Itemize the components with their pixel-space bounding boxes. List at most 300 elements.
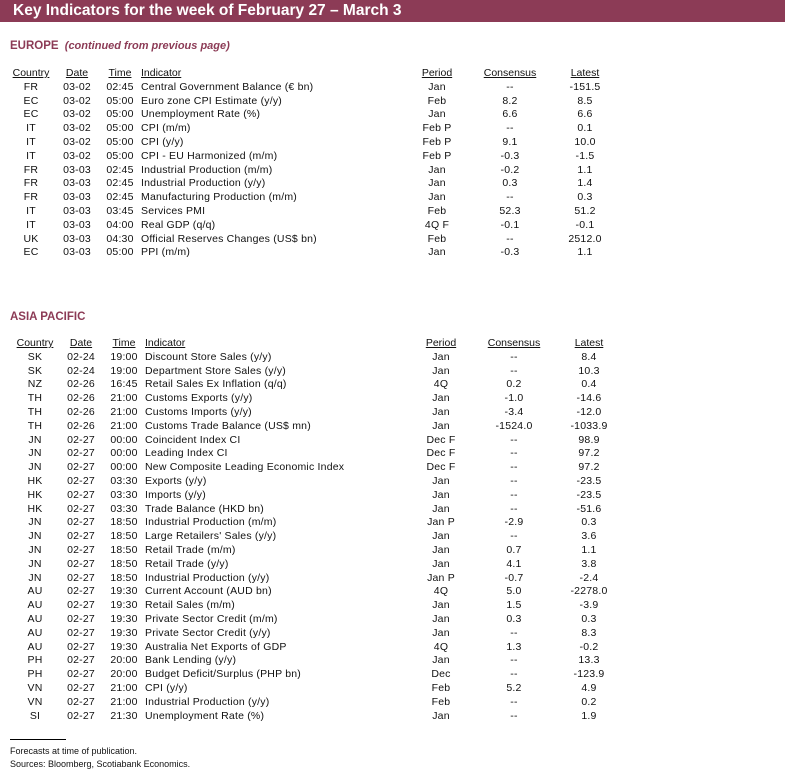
indicator-cell: Bank Lending (y/y) [145, 654, 237, 667]
period-cell: Feb [427, 94, 447, 107]
date-cell: 02-26 [67, 406, 95, 419]
date-cell: 02-27 [67, 544, 95, 557]
table-row [7, 204, 625, 218]
consensus-cell: -- [510, 530, 518, 543]
consensus-cell: -- [506, 80, 514, 93]
indicator-cell: Industrial Production (m/m) [145, 516, 277, 529]
date-cell: 02-27 [67, 475, 95, 488]
country-cell: UK [23, 232, 39, 245]
latest-cell: 10.0 [574, 136, 596, 149]
time-cell: 18:50 [110, 516, 138, 529]
period-cell: 4Q [433, 640, 449, 653]
time-cell: 19:00 [110, 350, 138, 363]
column-header-country: Country [16, 337, 54, 349]
date-cell: 03-03 [63, 177, 91, 190]
indicator-cell: Industrial Production (y/y) [141, 177, 266, 190]
latest-cell: 13.3 [578, 654, 600, 667]
latest-cell: 98.9 [578, 433, 600, 446]
consensus-cell: -- [510, 626, 518, 639]
consensus-cell: -- [510, 461, 518, 474]
europe-section-title [10, 40, 230, 52]
date-cell: 02-27 [67, 599, 95, 612]
consensus-cell: -0.3 [500, 149, 520, 162]
consensus-cell: -- [510, 364, 518, 377]
footnote-forecasts: Forecasts at time of publication. [10, 746, 138, 756]
date-cell: 02-27 [67, 585, 95, 598]
time-cell: 19:30 [110, 599, 138, 612]
date-cell: 02-27 [67, 557, 95, 570]
time-cell: 05:00 [106, 94, 134, 107]
column-header-latest: Latest [574, 337, 604, 349]
country-cell: JN [28, 557, 42, 570]
table-row [7, 218, 625, 232]
period-cell: Jan [432, 709, 450, 722]
indicator-cell: Manufacturing Production (m/m) [141, 191, 297, 204]
date-cell: 03-03 [63, 191, 91, 204]
indicator-cell: Unemployment Rate (%) [141, 108, 261, 121]
country-cell: NZ [27, 378, 43, 391]
time-cell: 02:45 [106, 191, 134, 204]
period-cell: Jan [432, 557, 450, 570]
latest-cell: -151.5 [569, 80, 601, 93]
time-cell: 21:00 [110, 406, 138, 419]
table-row [11, 364, 629, 378]
asia-title: ASIA PACIFIC [10, 311, 86, 323]
indicator-cell: Customs Imports (y/y) [145, 406, 252, 419]
latest-cell: 0.4 [581, 378, 597, 391]
period-cell: Dec F [426, 461, 456, 474]
table-row [11, 626, 629, 640]
table-row [11, 419, 629, 433]
indicator-cell: Retail Trade (y/y) [145, 557, 229, 570]
date-cell: 02-27 [67, 668, 95, 681]
column-header-indicator: Indicator [141, 67, 182, 79]
table-row [11, 447, 629, 461]
table-row [11, 709, 629, 723]
consensus-cell: -- [506, 232, 514, 245]
latest-cell: 3.8 [581, 557, 597, 570]
date-cell: 02-26 [67, 392, 95, 405]
table-row [7, 108, 625, 122]
indicator-cell: Official Reserves Changes (US$ bn) [141, 232, 317, 245]
latest-cell: 1.1 [577, 163, 593, 176]
indicator-cell: PPI (m/m) [141, 246, 191, 259]
time-cell: 02:45 [106, 80, 134, 93]
consensus-cell: -0.1 [500, 218, 520, 231]
indicator-cell: Industrial Production (y/y) [145, 695, 270, 708]
indicator-cell: Leading Index CI [145, 447, 228, 460]
consensus-cell: -0.2 [500, 163, 520, 176]
consensus-cell: -2.9 [504, 516, 524, 529]
column-header-period: Period [421, 67, 453, 79]
consensus-cell: -- [506, 191, 514, 204]
period-cell: Jan [428, 163, 446, 176]
table-row [11, 612, 629, 626]
consensus-cell: -- [506, 122, 514, 135]
time-cell: 03:30 [110, 475, 138, 488]
indicator-cell: CPI - EU Harmonized (m/m) [141, 149, 278, 162]
time-cell: 05:00 [106, 108, 134, 121]
europe-table [7, 66, 625, 259]
table-row [7, 121, 625, 135]
asia-pacific-table [11, 336, 629, 723]
indicator-cell: Large Retailers' Sales (y/y) [145, 530, 277, 543]
country-cell: FR [23, 163, 39, 176]
period-cell: Jan [428, 246, 446, 259]
period-cell: Jan [432, 654, 450, 667]
country-cell: SK [27, 350, 43, 363]
consensus-cell: 0.2 [506, 378, 522, 391]
date-cell: 02-26 [67, 419, 95, 432]
period-cell: Jan [432, 544, 450, 557]
time-cell: 03:45 [106, 205, 134, 218]
time-cell: 16:45 [110, 378, 138, 391]
country-cell: JN [28, 447, 42, 460]
country-cell: JN [28, 530, 42, 543]
time-cell: 00:00 [110, 461, 138, 474]
latest-cell: -51.6 [576, 502, 602, 515]
period-cell: Feb [431, 695, 451, 708]
period-cell: Feb [427, 205, 447, 218]
time-cell: 00:00 [110, 447, 138, 460]
indicator-cell: Retail Sales (m/m) [145, 599, 235, 612]
consensus-cell: -- [510, 433, 518, 446]
time-cell: 21:00 [110, 682, 138, 695]
time-cell: 21:00 [110, 695, 138, 708]
country-cell: EC [23, 94, 39, 107]
date-cell: 02-27 [67, 640, 95, 653]
period-cell: Jan [432, 613, 450, 626]
time-cell: 18:50 [110, 571, 138, 584]
consensus-cell: -- [510, 488, 518, 501]
date-cell: 02-27 [67, 447, 95, 460]
consensus-cell: -- [510, 695, 518, 708]
latest-cell: 6.6 [577, 108, 593, 121]
indicator-cell: Customs Exports (y/y) [145, 392, 253, 405]
table-row [11, 502, 629, 516]
indicator-cell: Imports (y/y) [145, 488, 206, 501]
latest-cell: 97.2 [578, 461, 600, 474]
period-cell: Jan [428, 80, 446, 93]
table-row [11, 585, 629, 599]
date-cell: 03-02 [63, 108, 91, 121]
time-cell: 03:30 [110, 502, 138, 515]
country-cell: TH [27, 419, 43, 432]
latest-cell: 8.5 [577, 94, 593, 107]
country-cell: SK [27, 364, 43, 377]
consensus-cell: -0.7 [504, 571, 524, 584]
indicator-cell: Customs Trade Balance (US$ mn) [145, 419, 311, 432]
column-header-time: Time [108, 67, 132, 79]
time-cell: 21:30 [110, 709, 138, 722]
table-row [11, 391, 629, 405]
date-cell: 02-27 [67, 502, 95, 515]
indicator-cell: CPI (m/m) [141, 122, 191, 135]
time-cell: 05:00 [106, 149, 134, 162]
latest-cell: 0.3 [581, 516, 597, 529]
time-cell: 19:30 [110, 613, 138, 626]
latest-cell: -0.2 [579, 640, 599, 653]
consensus-cell: -- [510, 709, 518, 722]
consensus-cell: -- [510, 447, 518, 460]
consensus-cell: -3.4 [504, 406, 524, 419]
time-cell: 21:00 [110, 419, 138, 432]
latest-cell: 0.3 [581, 613, 597, 626]
date-cell: 03-03 [63, 218, 91, 231]
table-row [7, 232, 625, 246]
table-row [11, 378, 629, 392]
consensus-cell: 1.3 [506, 640, 522, 653]
consensus-cell: -- [510, 502, 518, 515]
period-cell: 4Q [433, 378, 449, 391]
table-row [11, 681, 629, 695]
period-cell: Jan [428, 108, 446, 121]
country-cell: JN [28, 571, 42, 584]
indicator-cell: New Composite Leading Economic Index [145, 461, 345, 474]
period-cell: Dec F [426, 433, 456, 446]
date-cell: 02-27 [67, 433, 95, 446]
latest-cell: -3.9 [579, 599, 599, 612]
consensus-cell: 0.7 [506, 544, 522, 557]
table-row [11, 667, 629, 681]
consensus-cell: 0.3 [502, 177, 518, 190]
column-header-period: Period [425, 337, 457, 349]
latest-cell: 10.3 [578, 364, 600, 377]
europe-subtitle: (continued from previous page) [64, 40, 230, 52]
indicator-cell: Department Store Sales (y/y) [145, 364, 286, 377]
indicator-cell: CPI (y/y) [141, 136, 184, 149]
period-cell: Jan [432, 626, 450, 639]
table-row [7, 190, 625, 204]
consensus-cell: 5.0 [506, 585, 522, 598]
period-cell: Jan P [427, 516, 455, 529]
date-cell: 02-27 [67, 488, 95, 501]
date-cell: 02-27 [67, 709, 95, 722]
latest-cell: -1033.9 [570, 419, 608, 432]
table-row [11, 350, 629, 364]
table-row [7, 163, 625, 177]
date-cell: 02-27 [67, 571, 95, 584]
country-cell: SI [29, 709, 41, 722]
indicator-cell: Coincident Index CI [145, 433, 241, 446]
date-cell: 03-03 [63, 205, 91, 218]
table-row [11, 695, 629, 709]
consensus-cell: -- [510, 654, 518, 667]
date-cell: 02-27 [67, 626, 95, 639]
column-header-consensus: Consensus [483, 67, 537, 79]
consensus-cell: 4.1 [506, 557, 522, 570]
country-cell: IT [26, 122, 36, 135]
consensus-cell: 0.3 [506, 613, 522, 626]
date-cell: 03-02 [63, 149, 91, 162]
period-cell: Dec F [426, 447, 456, 460]
indicator-cell: Private Sector Credit (y/y) [145, 626, 271, 639]
indicator-cell: Unemployment Rate (%) [145, 709, 265, 722]
table-row [11, 488, 629, 502]
column-header-indicator: Indicator [145, 337, 186, 349]
country-cell: EC [23, 108, 39, 121]
period-cell: Feb P [422, 136, 452, 149]
country-cell: AU [27, 613, 43, 626]
table-row [11, 654, 629, 668]
column-header-consensus: Consensus [487, 337, 541, 349]
time-cell: 20:00 [110, 654, 138, 667]
time-cell: 05:00 [106, 122, 134, 135]
latest-cell: 0.2 [581, 695, 597, 708]
country-cell: IT [26, 136, 36, 149]
period-cell: Jan [432, 350, 450, 363]
period-cell: Feb P [422, 149, 452, 162]
period-cell: Jan [432, 475, 450, 488]
period-cell: Jan [432, 502, 450, 515]
country-cell: HK [27, 475, 43, 488]
time-cell: 00:00 [110, 433, 138, 446]
time-cell: 19:30 [110, 585, 138, 598]
latest-cell: 0.1 [577, 122, 593, 135]
indicator-cell: Industrial Production (y/y) [145, 571, 270, 584]
europe-header-row [7, 66, 625, 80]
time-cell: 04:00 [106, 218, 134, 231]
time-cell: 19:30 [110, 626, 138, 639]
date-cell: 02-27 [67, 695, 95, 708]
period-cell: Jan [432, 419, 450, 432]
country-cell: IT [26, 205, 36, 218]
time-cell: 18:50 [110, 557, 138, 570]
time-cell: 04:30 [106, 232, 134, 245]
latest-cell: 8.3 [581, 626, 597, 639]
time-cell: 03:30 [110, 488, 138, 501]
period-cell: Jan P [427, 571, 455, 584]
latest-cell: 3.6 [581, 530, 597, 543]
country-cell: EC [23, 246, 39, 259]
country-cell: JN [28, 516, 42, 529]
table-row [7, 177, 625, 191]
country-cell: AU [27, 599, 43, 612]
latest-cell: 1.1 [577, 246, 593, 259]
indicator-cell: Australia Net Exports of GDP [145, 640, 287, 653]
country-cell: JN [28, 461, 42, 474]
date-cell: 03-03 [63, 232, 91, 245]
table-row [11, 433, 629, 447]
country-cell: PH [27, 668, 43, 681]
time-cell: 21:00 [110, 392, 138, 405]
consensus-cell: -1524.0 [495, 419, 533, 432]
latest-cell: -1.5 [575, 149, 595, 162]
date-cell: 03-02 [63, 122, 91, 135]
latest-cell: -23.5 [576, 475, 602, 488]
indicator-cell: Retail Trade (m/m) [145, 544, 236, 557]
indicator-cell: Exports (y/y) [145, 475, 207, 488]
latest-cell: 8.4 [581, 350, 597, 363]
header-banner [0, 0, 785, 22]
indicator-cell: Trade Balance (HKD bn) [145, 502, 264, 515]
indicator-cell: Euro zone CPI Estimate (y/y) [141, 94, 282, 107]
country-cell: AU [27, 585, 43, 598]
period-cell: 4Q [433, 585, 449, 598]
period-cell: Jan [432, 530, 450, 543]
time-cell: 02:45 [106, 163, 134, 176]
consensus-cell: -0.3 [500, 246, 520, 259]
latest-cell: 0.3 [577, 191, 593, 204]
column-header-date: Date [69, 337, 93, 349]
latest-cell: -14.6 [576, 392, 602, 405]
europe-title: EUROPE [10, 40, 59, 52]
period-cell: Jan [432, 392, 450, 405]
date-cell: 02-27 [67, 530, 95, 543]
table-row [11, 640, 629, 654]
table-row [11, 516, 629, 530]
period-cell: Jan [432, 488, 450, 501]
latest-cell: 4.9 [581, 682, 597, 695]
time-cell: 20:00 [110, 668, 138, 681]
indicator-cell: Real GDP (q/q) [141, 218, 216, 231]
indicator-cell: Budget Deficit/Surplus (PHP bn) [145, 668, 301, 681]
latest-cell: -0.1 [575, 218, 595, 231]
country-cell: TH [27, 406, 43, 419]
latest-cell: 1.1 [581, 544, 597, 557]
consensus-cell: 1.5 [506, 599, 522, 612]
consensus-cell: -- [510, 668, 518, 681]
asia-section-title [10, 311, 85, 323]
column-header-date: Date [65, 67, 89, 79]
consensus-cell: 52.3 [499, 205, 521, 218]
date-cell: 02-27 [67, 682, 95, 695]
date-cell: 03-02 [63, 136, 91, 149]
period-cell: Dec [431, 668, 451, 681]
country-cell: IT [26, 149, 36, 162]
table-row [11, 474, 629, 488]
consensus-cell: -1.0 [504, 392, 524, 405]
time-cell: 19:30 [110, 640, 138, 653]
date-cell: 02-24 [67, 350, 95, 363]
latest-cell: -23.5 [576, 488, 602, 501]
footnote-divider [10, 739, 66, 740]
country-cell: HK [27, 488, 43, 501]
table-row [7, 246, 625, 260]
country-cell: HK [27, 502, 43, 515]
indicator-cell: CPI (y/y) [145, 682, 188, 695]
consensus-cell: 6.6 [502, 108, 518, 121]
date-cell: 02-27 [67, 516, 95, 529]
footnote-sources: Sources: Bloomberg, Scotiabank Economics. [10, 759, 191, 769]
time-cell: 05:00 [106, 246, 134, 259]
date-cell: 02-24 [67, 364, 95, 377]
country-cell: JN [28, 544, 42, 557]
country-cell: TH [27, 392, 43, 405]
date-cell: 03-02 [63, 80, 91, 93]
date-cell: 02-27 [67, 654, 95, 667]
consensus-cell: 5.2 [506, 682, 522, 695]
indicator-cell: Central Government Balance (€ bn) [141, 80, 314, 93]
table-row [11, 460, 629, 474]
indicator-cell: Private Sector Credit (m/m) [145, 613, 278, 626]
latest-cell: 1.9 [581, 709, 597, 722]
indicator-cell: Discount Store Sales (y/y) [145, 350, 272, 363]
time-cell: 19:00 [110, 364, 138, 377]
country-cell: VN [27, 682, 43, 695]
country-cell: AU [27, 626, 43, 639]
country-cell: FR [23, 177, 39, 190]
period-cell: Jan [432, 364, 450, 377]
country-cell: FR [23, 191, 39, 204]
consensus-cell: 8.2 [502, 94, 518, 107]
country-cell: VN [27, 695, 43, 708]
period-cell: 4Q F [424, 218, 450, 231]
asia-header-row [11, 336, 629, 350]
page-title: Key Indicators for the week of February 27 – March 3 [13, 2, 402, 19]
time-cell: 18:50 [110, 544, 138, 557]
latest-cell: -2.4 [579, 571, 599, 584]
